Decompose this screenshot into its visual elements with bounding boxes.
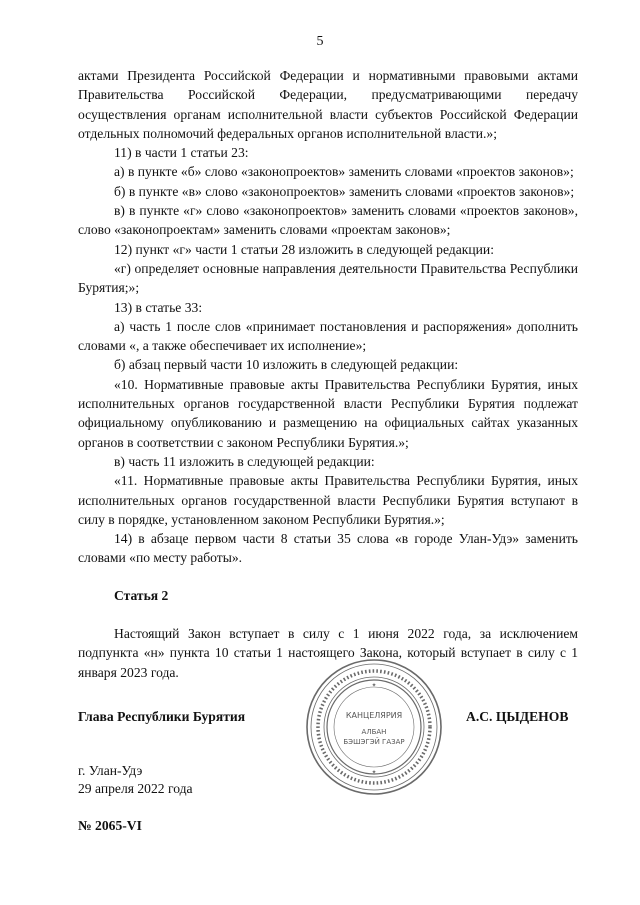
signature-title: Глава Республики Бурятия: [78, 709, 246, 724]
seal-text-line3: БЭШЭГЭЙ ГАЗАР: [343, 738, 405, 746]
svg-text:✦: ✦: [371, 682, 377, 689]
seal-text-line2: АЛБАН: [361, 728, 387, 736]
page-number: 5: [316, 34, 324, 49]
paragraph: 12) пункт «г» части 1 статьи 28 изложить в следующей редакции:: [114, 241, 494, 257]
paragraph: б) в пункте «в» слово «законопроектов» заменить словами «проектов законов»;: [114, 183, 575, 199]
paragraph: 13) в статье 33:: [114, 299, 203, 315]
paragraph: 11) в части 1 статьи 23:: [114, 145, 249, 161]
document-body: [78, 66, 578, 568]
article-heading: Статья 2: [114, 588, 169, 603]
paragraph: 14) в абзаце первом части 8 статьи 35 слова «в городе Улан-Удэ» заменить словами «по месту работы».: [78, 531, 578, 566]
paragraph: актами Президента Российской Федерации и нормативными правовыми актами Правительства Российской Федерации, предусматривающими передачу осуществления органам исполнительной власти субъектов Российской Федерации отдельных полномочий федеральных органов исполнительной власти.»;: [78, 68, 578, 141]
document-number: № 2065-VI: [78, 818, 142, 833]
paragraph: «11. Нормативные правовые акты Правительства Республики Бурятия, иных исполнительных органов государственной власти Республики Бурятия вступают в силу в порядке, установленном законом Республики Бурятия.»;: [78, 473, 578, 527]
signature-name: А.С. ЦЫДЕНОВ: [466, 709, 569, 724]
paragraph: а) часть 1 после слов «принимает постановления и распоряжения» дополнить словами «, а также обеспечивает их исполнение»;: [78, 318, 578, 354]
paragraph: в) часть 11 изложить в следующей редакции:: [114, 453, 375, 469]
date: 29 апреля 2022 года: [78, 781, 193, 796]
paragraph: а) в пункте «б» слово «законопроектов» заменить словами «проектов законов»;: [114, 164, 574, 180]
svg-text:✦: ✦: [371, 769, 377, 776]
official-seal-icon: [305, 658, 443, 796]
place: г. Улан-Удэ: [78, 763, 143, 778]
paragraph: в) в пункте «г» слово «законопроектов» заменить словами «проектов законов», слово «законопроектам» заменить словами «проектам законов»;: [78, 203, 578, 238]
paragraph: «г) определяет основные направления деятельности Правительства Республики Бурятия;»;: [78, 260, 578, 296]
paragraph: «10. Нормативные правовые акты Правительства Республики Бурятия, иных исполнительных органов государственной власти Республики Бурятия подлежат официальному опубликованию и размещению на официальных сайтах указанных органов в соответствии с законом Республики Бурятия.»;: [78, 376, 578, 450]
paragraph: б) абзац первый части 10 изложить в следующей редакции:: [114, 357, 459, 373]
seal-text-line1: КАНЦЕЛЯРИЯ: [345, 711, 403, 720]
article-body: Настоящий Закон вступает в силу с 1 июня 2022 года, за исключением подпункта «н» пункта 10 статьи 1 настоящего Закона, который вступает в силу с 1 января 2023 года.: [78, 626, 578, 680]
